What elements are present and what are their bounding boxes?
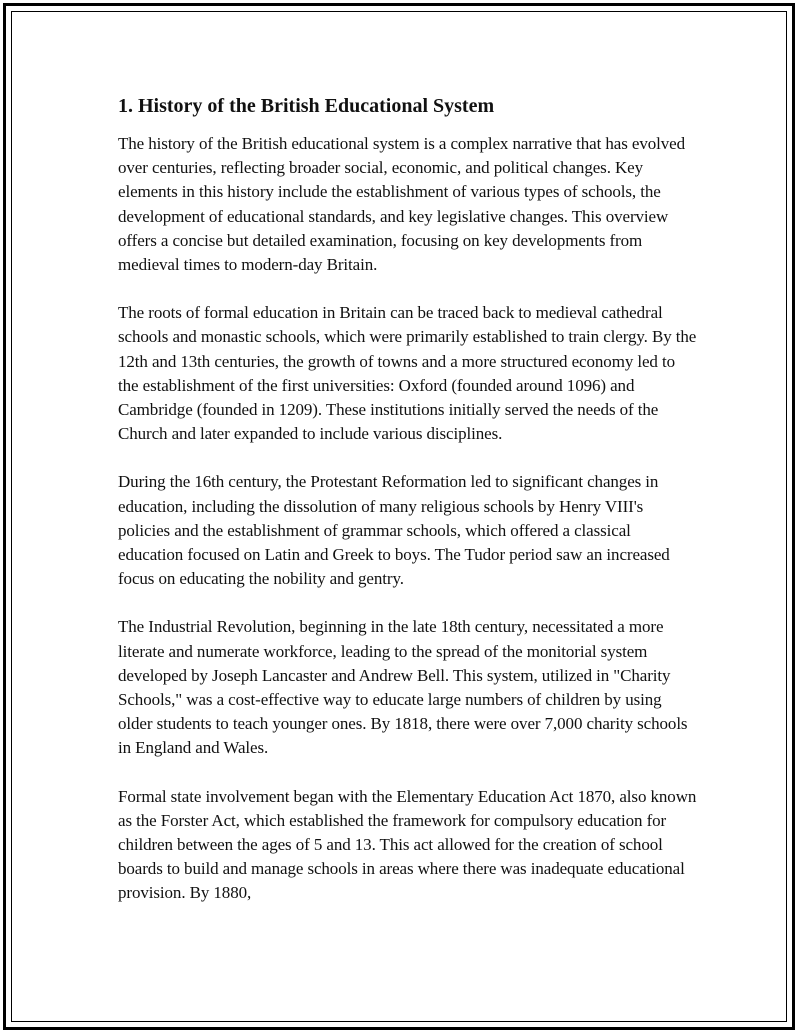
paragraph-reformation: During the 16th century, the Protestant Reformation led to significant changes in education, including the dissolution of many religious schools by Henry VIII's policies and the establishment of grammar schools, which offered a classical education focused on Latin and Greek to boys. The Tudor period saw an increased focus on educating the nobility and gentry. (118, 472, 670, 589)
paragraph-industrial-revolution: The Industrial Revolution, beginning in the late 18th century, necessitated a more literate and numerate workforce, leading to the spread of the monitorial system developed by Joseph Lancaster and Andrew Bell. This system, utilized in "Charity Schools," was a cost-effective way to educate large numbers of children by using older students to teach younger ones. By 1818, there were over 7,000 charity schools in England and Wales. (118, 617, 688, 758)
paragraph-intro: The history of the British educational system is a complex narrative that has evolved over centuries, reflecting broader social, economic, and political changes. Key elements in this history include the establishment of various types of schools, the development of educational standards, and key legislative changes. This overview offers a concise but detailed examination, focusing on key developments from medieval times to modern-day Britain. (118, 134, 685, 275)
document-body (118, 92, 698, 930)
section-heading: 1. History of the British Educational System (118, 95, 495, 117)
paragraph-medieval: The roots of formal education in Britain can be traced back to medieval cathedral schools and monastic schools, which were primarily established to train clergy. By the 12th and 13th centuries, the growth of towns and a more structured economy led to the establishment of the first universities: Oxford (founded around 1096) and Cambridge (founded in 1209). These institutions initially served the needs of the Church and later expanded to include various disciplines. (118, 303, 697, 444)
paragraph-state-involvement: Formal state involvement began with the Elementary Education Act 1870, also known as the Forster Act, which established the framework for compulsory education for children between the ages of 5 and 13. This act allowed for the creation of school boards to build and manage schools in areas where there was inadequate educational provision. By 1880, (118, 786, 697, 903)
